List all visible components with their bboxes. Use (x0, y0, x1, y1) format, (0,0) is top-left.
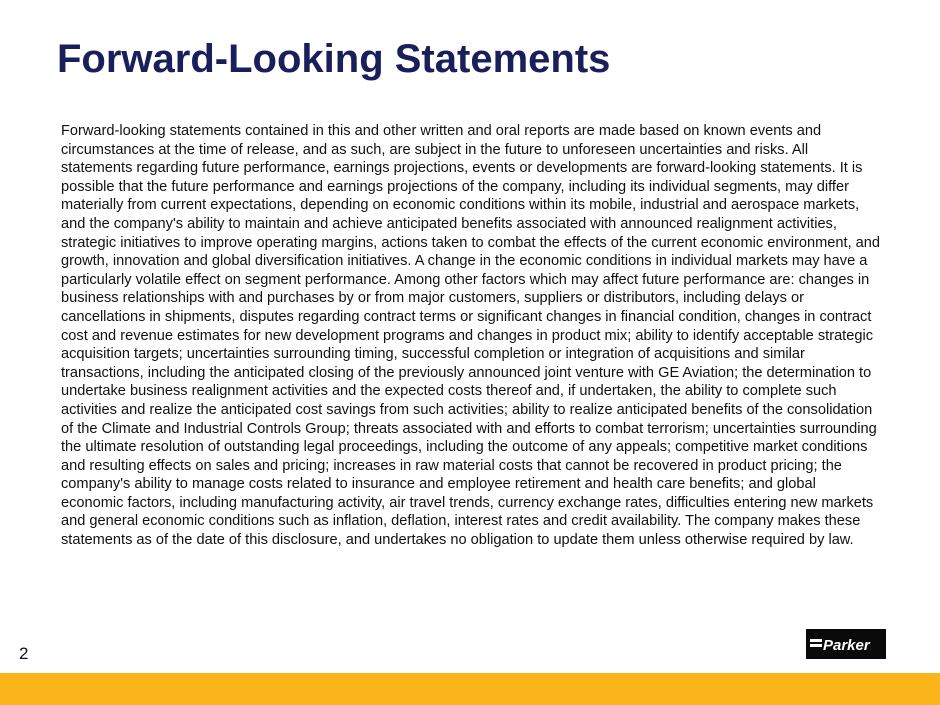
page-title: Forward-Looking Statements (57, 37, 611, 81)
logo-wordmark: Parker (823, 637, 870, 654)
bottom-bar-fill (0, 673, 940, 705)
disclaimer-text: Forward-looking statements contained in this and other written and oral reports are made based on known events and circumstances at the time of release, and as such, are subject in the future to unforeseen uncertainties and risks. All statements regarding future performance, earnings projections, events or developments are forward-looking statements. It is possible that the future performance and earnings projections of the company, including its individual segments, may differ materially from current expectations, depending on economic conditions within its mobile, industrial and aerospace markets, and the company's ability to maintain and achieve anticipated benefits associated with announced realignment activities, strategic initiatives to improve operating margins, actions taken to combat the effects of the current economic environment, and growth, innovation and global diversification initiatives. A change in the economic conditions in individual markets may have a particularly volatile effect on segment performance. Among other factors which may affect future performance are: changes in business relationships with and purchases by or from major customers, suppliers or distributors, including delays or cancellations in shipments, disputes regarding contract terms or significant changes in financial condition, changes in contract cost and revenue estimates for new development programs and changes in product mix; ability to identify acceptable strategic acquisition targets; uncertainties surrounding timing, successful completion or integration of acquisitions and similar transactions, including the anticipated closing of the previously announced joint venture with GE Aviation; the determination to undertake business realignment activities and the expected costs thereof and, if undertaken, the ability to complete such activities and realize the anticipated cost savings from such activities; ability to realize anticipated benefits of the consolidation of the Climate and Industrial Controls Group; threats associated with and efforts to combat terrorism; uncertainties surrounding the ultimate resolution of outstanding legal proceedings, including the outcome of any appeals; competitive market conditions and resulting effects on sales and pricing; increases in raw material costs that cannot be recovered in product pricing; the company's ability to manage costs related to insurance and employee retirement and health care benefits; and global economic factors, including manufacturing activity, air travel trends, currency exchange rates, difficulties entering new markets and general economic conditions such as inflation, deflation, interest rates and credit availability. The company makes these statements as of the date of this disclosure, and undertakes no obligation to update them unless otherwise required by law. (61, 123, 881, 549)
bottom-color-bar (0, 673, 940, 705)
page-number: 2 (19, 644, 29, 663)
logo-stripe-bottom (810, 644, 822, 647)
logo-stripe-top (810, 639, 822, 642)
parker-logo-icon (806, 629, 886, 659)
